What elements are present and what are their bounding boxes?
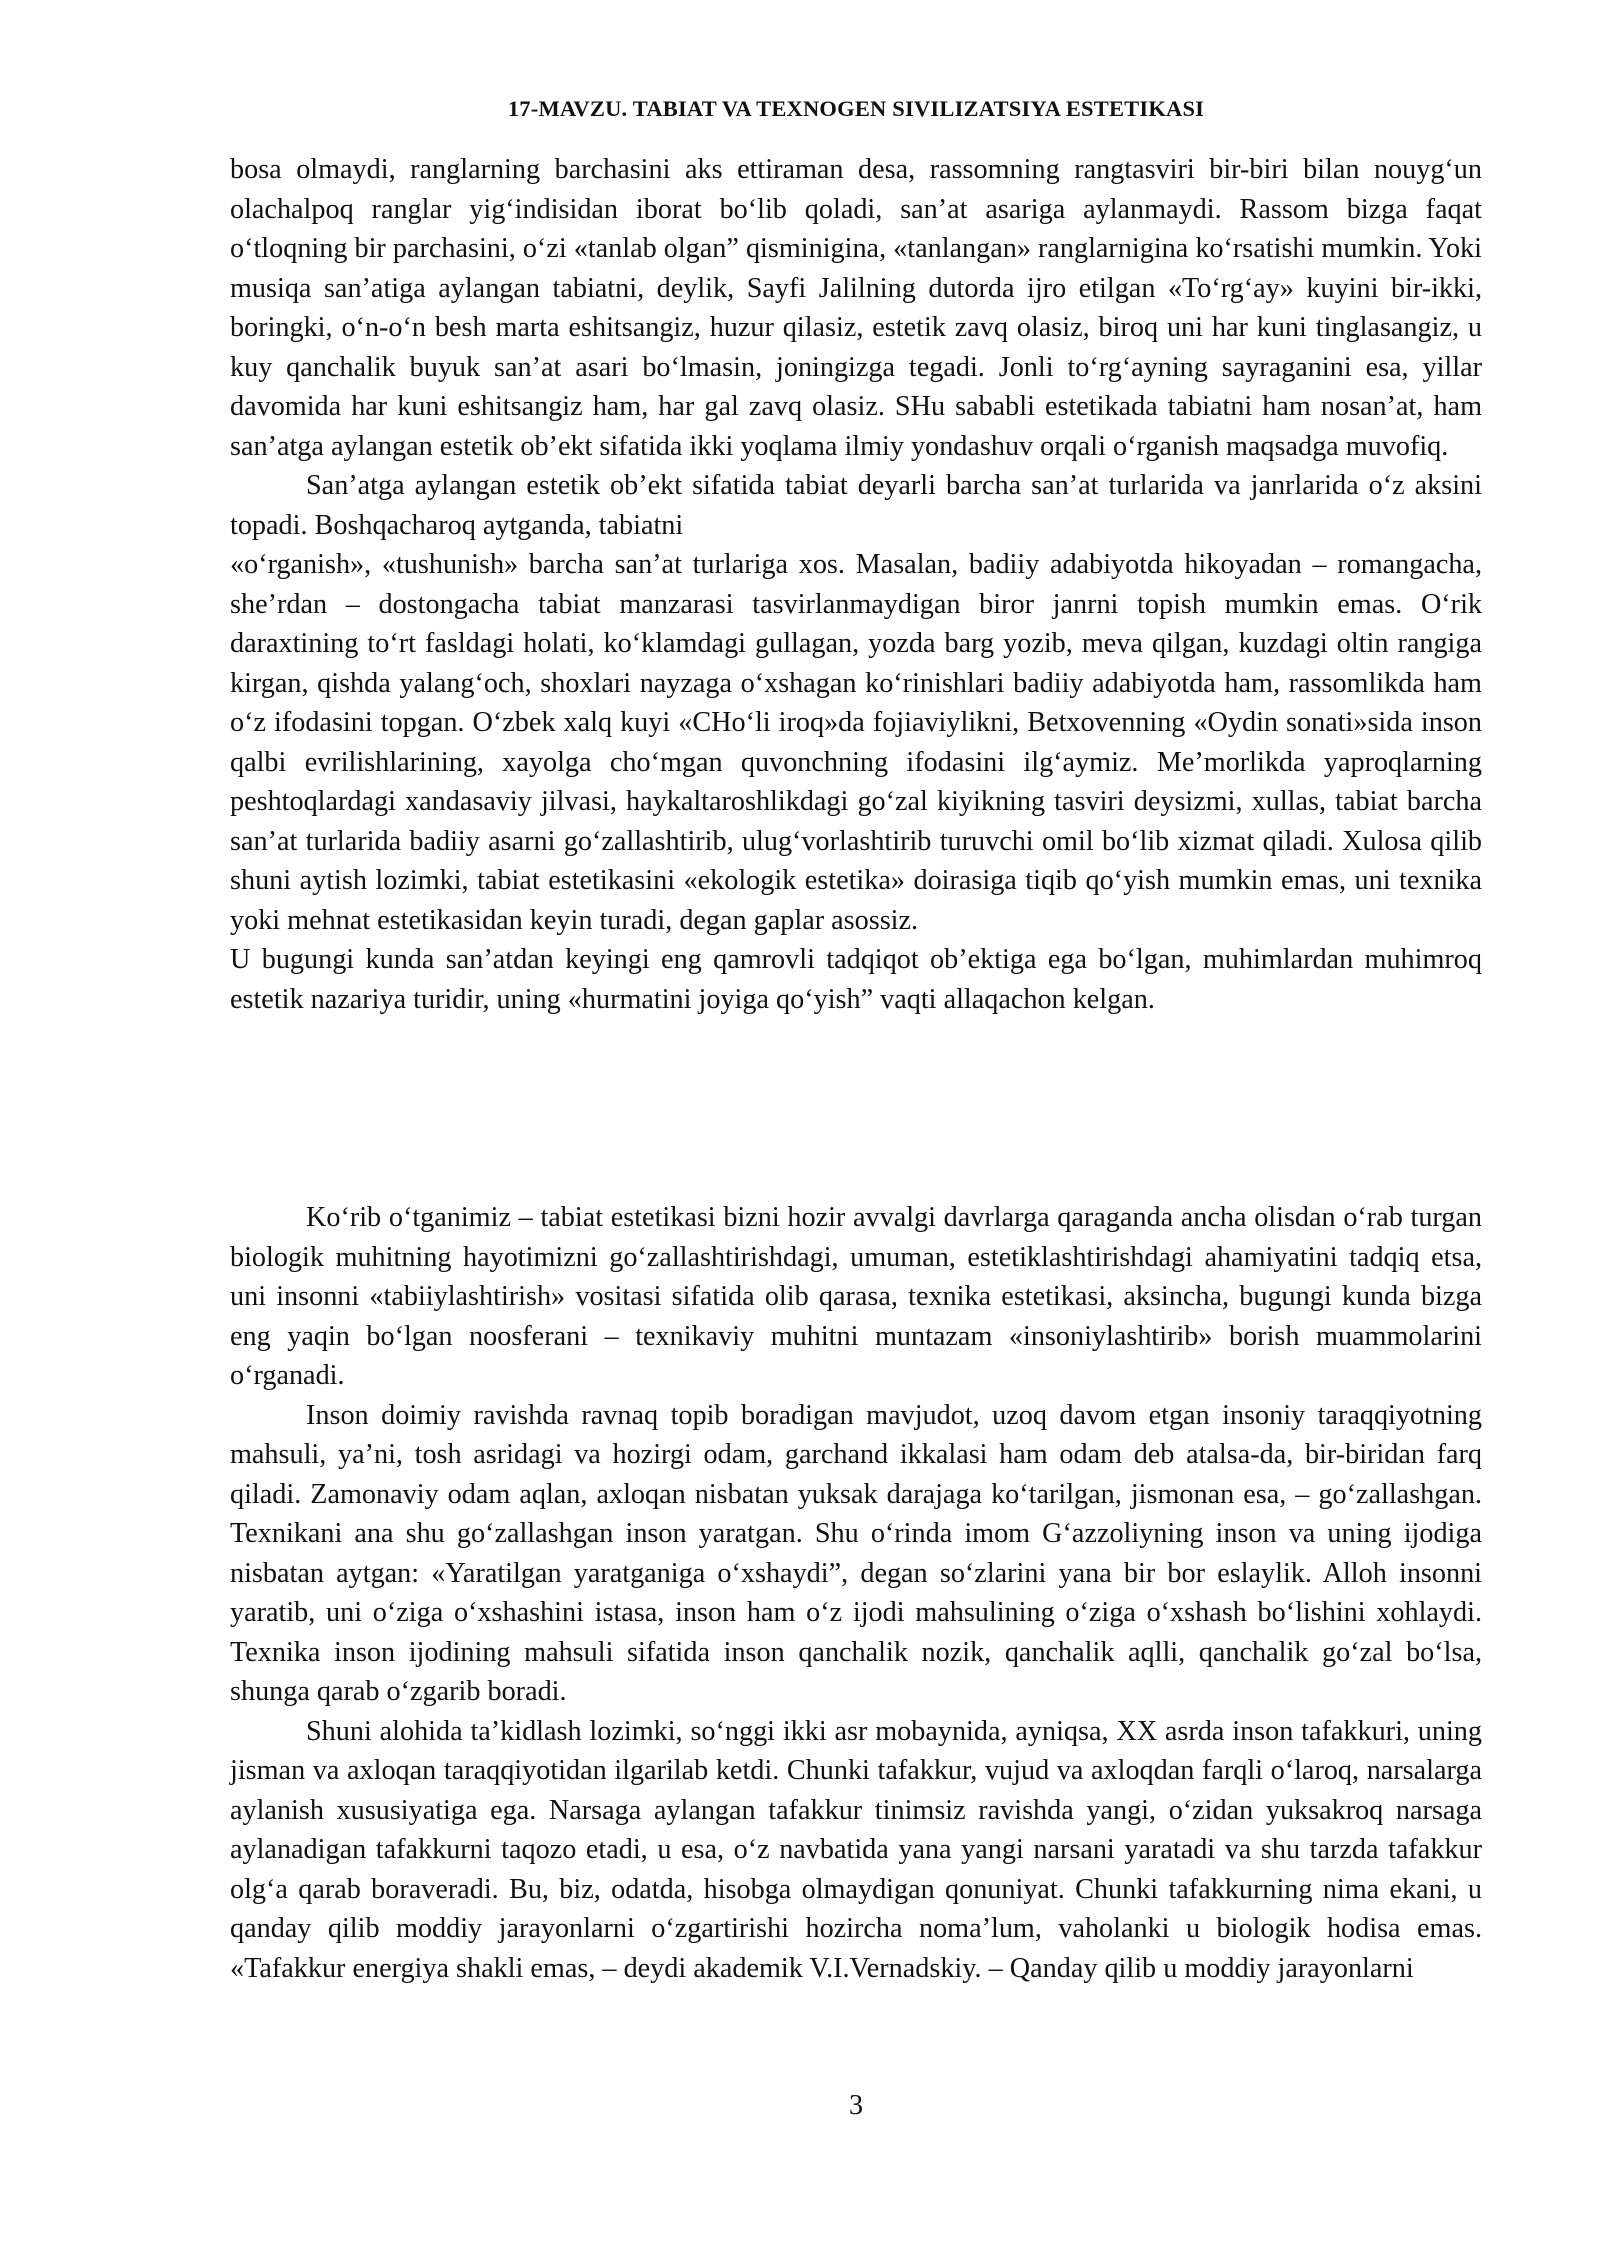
paragraph: U bugungi kunda san’atdan keyingi eng qamrovli tadqiqot ob’ektiga ega bo‘lgan, muhimlardan muhimroq estetik nazariya turidir, uning «hurmatini joyiga qo‘yish” vaqti allaqachon kelgan.: [230, 944, 1482, 1015]
paragraph: San’atga aylangan estetik ob’ekt sifatida tabiat deyarli barcha san’at turlarida va janrlarida o‘z aksini topadi. Boshqacharoq aytganda, tabiatni: [230, 470, 1482, 541]
paragraph: Inson doimiy ravishda ravnaq topib boradigan mavjudot, uzoq davom etgan insoniy taraqqiyotning mahsuli, ya’ni, tosh asridagi va hozirgi odam, garchand ikkalasi ham odam deb atalsa-da, bir-biridan farq qiladi. Zamonaviy odam aqlan, axloqan nisbatan yuksak darajaga ko‘tarilgan, jismonan esa, – go‘zallashgan. Texnikani ana shu go‘zallashgan inson yaratgan. Shu o‘rinda imom G‘azzoliyning inson va uning ijodiga nisbatan aytgan: «Yaratilgan yaratganiga o‘xshaydi”, degan so‘zlarini yana bir bor eslaylik. Alloh insonni yaratib, uni o‘ziga o‘xshashini istasa, inson ham o‘z ijodi mahsulining o‘ziga o‘xshash bo‘lishini xohlaydi. Texnika inson ijodining mahsuli sifatida inson qanchalik nozik, qanchalik aqlli, qanchalik go‘zal bo‘lsa, shunga qarab o‘zgarib boradi.: [230, 1399, 1482, 1707]
paragraph: «o‘rganish», «tushunish» barcha san’at turlariga xos. Masalan, badiiy adabiyotda hikoyadan – romangacha, she’rdan – dostongacha tabiat manzarasi tasvirlanmaydigan biror janrni topish mumkin emas. O‘rik daraxtining to‘rt fasldagi holati, ko‘klamdagi gullagan, yozda barg yozib, meva qilgan, kuzdagi oltin rangiga kirgan, qishda yalang‘och, shoxlari nayzaga o‘xshagan ko‘rinishlari badiiy adabiyotda ham, rassomlikda ham o‘z ifodasini topgan. O‘zbek xalq kuyi «CHo‘li iroq»da fojiaviylikni, Betxovenning «Oydin sonati»sida inson qalbi evrilishlarining, xayolga cho‘mgan quvonchning ifodasini ilg‘aymiz. Me’morlikda yaproqlarning peshtoqlardagi xandasaviy jilvasi, haykaltaroshlikdagi go‘zal kiyikning tasviri deysizmi, xullas, tabiat barcha san’at turlarida badiiy asarni go‘zallashtirib, ulug‘vorlashtirib turuvchi omil bo‘lib xizmat qiladi. Xulosa qilib shuni aytish lozimki, tabiat estetikasini «ekologik estetika» doirasiga tiqib qo‘yish mumkin emas, uni texnika yoki mehnat estetikasidan keyin turadi, degan gaplar asossiz.: [230, 549, 1482, 936]
page-header: 17-MAVZU. TABIAT VA TEXNOGEN SIVILIZATSIYA ESTETIKASI: [507, 96, 1205, 121]
paragraph: bosa olmaydi, ranglarning barchasini aks ettiraman desa, rassomning rangtasviri bir-biri bilan nouyg‘un olachalpoq ranglar yig‘indisidan iborat bo‘lib qoladi, san’at asariga aylanmaydi. Rassom bizga faqat o‘tloqning bir parchasini, o‘zi «tanlab olgan” qisminigina, «tanlangan» ranglarnigina ko‘rsatishi mumkin. Yoki musiqa san’atiga aylangan tabiatni, deylik, Sayfi Jalilning dutorda ijro etilgan «To‘rg‘ay» kuyini bir-ikki, boringki, o‘n-o‘n besh marta eshitsangiz, huzur qilasiz, estetik zavq olasiz, biroq uni har kuni tinglasangiz, u kuy qanchalik buyuk san’at asari bo‘lmasin, joningizga tegadi. Jonli to‘rg‘ayning sayraganini esa, yillar davomida har kuni eshitsangiz ham, har gal zavq olasiz. SHu sababli estetikada tabiatni ham nosan’at, ham san’atga aylangan estetik ob’ekt sifatida ikki yoqlama ilmiy yondashuv orqali o‘rganish maqsadga muvofiq.: [230, 154, 1482, 462]
paragraph: Shuni alohida ta’kidlash lozimki, so‘nggi ikki asr mobaynida, ayniqsa, XX asrda inson tafakkuri, uning jisman va axloqan taraqqiyotidan ilgarilab ketdi. Chunki tafakkur, vujud va axloqdan farqli o‘laroq, narsalarga aylanish xususiyatiga ega. Narsaga aylangan tafakkur tinimsiz ravishda yangi, o‘zidan yuksakroq narsaga aylanadigan tafakkurni taqozo etadi, u esa, o‘z navbatida yana yangi narsani yaratadi va shu tarzda tafakkur olg‘a qarab boraveradi. Bu, biz, odatda, hisobga olmaydigan qonuniyat. Chunki tafakkurning nima ekani, u qanday qilib moddiy jarayonlarni o‘zgartirishi hozircha noma’lum, vaholanki u biologik hodisa emas. «Tafakkur energiya shakli emas, – deydi akademik V.I.Vernadskiy. – Qanday qilib u moddiy jarayonlarni: [230, 1715, 1482, 1984]
text-block-bottom: [230, 1198, 1482, 1988]
page-number: 3: [848, 2090, 864, 2121]
paragraph: Ko‘rib o‘tganimiz – tabiat estetikasi bizni hozir avvalgi davrlarga qaraganda ancha olisdan o‘rab turgan biologik muhitning hayotimizni go‘zallashtirishdagi, umuman, estetiklashtirishdagi ahamiyatini tadqiq etsa, uni insonni «tabiiylashtirish» vositasi sifatida olib qarasa, texnika estetikasi, aksincha, bugungi kunda bizga eng yaqin bo‘lgan noosferani – texnikaviy muhitni muntazam «insoniylashtirib» borish muammolarini o‘rganadi.: [230, 1202, 1482, 1391]
text-block-top: [230, 150, 1482, 1019]
